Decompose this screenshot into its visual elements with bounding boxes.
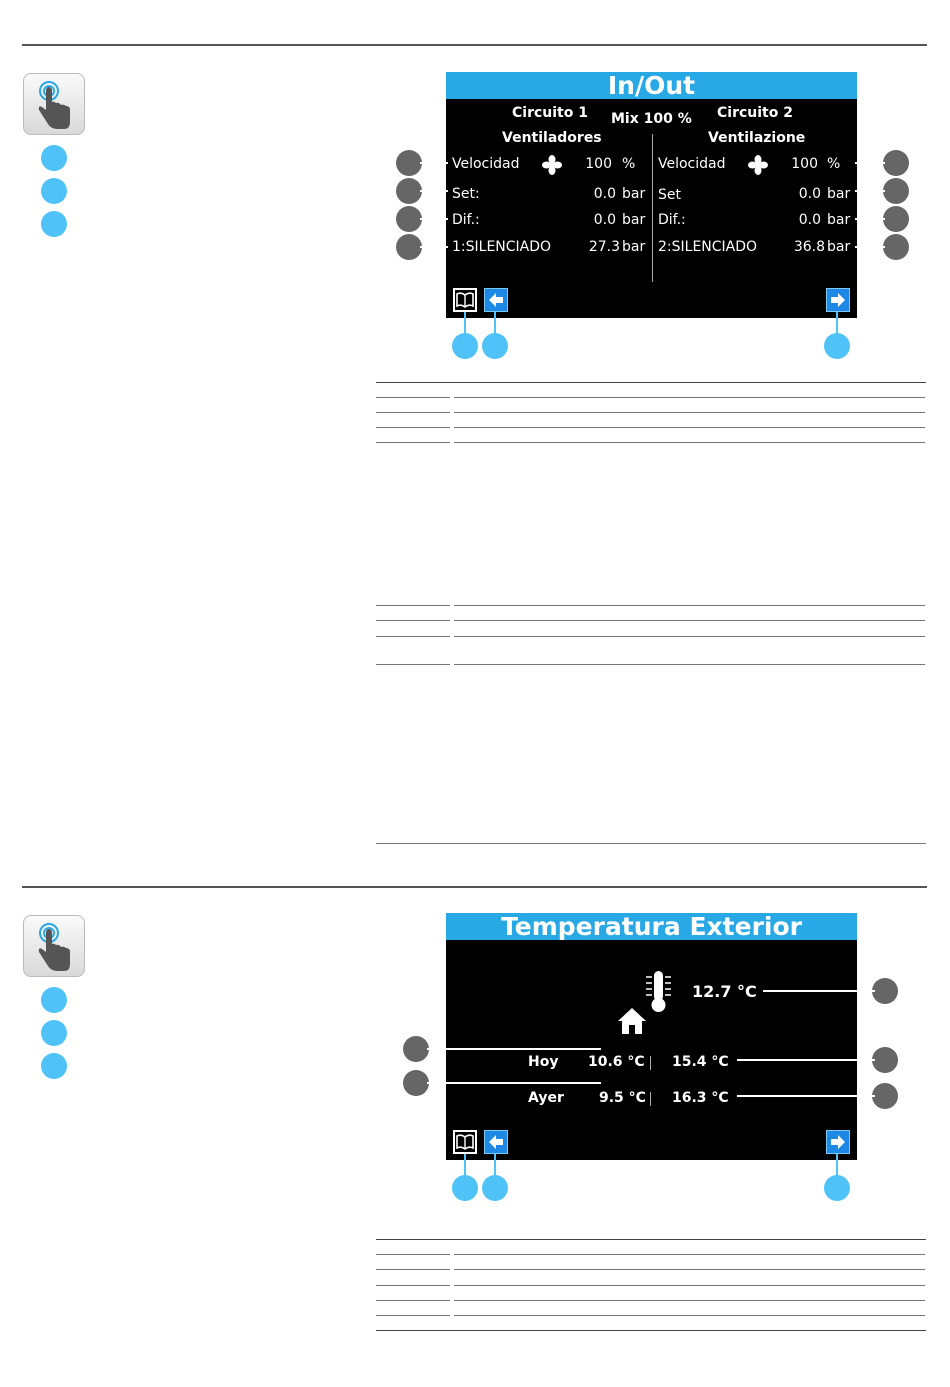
callout-marker [482,333,508,359]
manual-book-button[interactable] [453,1130,477,1154]
callout-line [855,246,885,248]
callout-marker [883,150,909,176]
manual-book-icon [455,1132,475,1152]
table-rule [376,664,450,665]
table-rule [376,1269,450,1270]
table-rule [376,382,926,383]
callout-marker [883,206,909,232]
table-rule [454,664,925,665]
callout-marker [452,1175,478,1201]
table-rule [454,1254,925,1255]
inout-screen [446,72,857,318]
callout-line [737,1095,875,1097]
table-rule [454,412,925,413]
callout-marker [452,333,478,359]
back-button[interactable] [484,1130,508,1154]
callout-line [737,1059,875,1061]
callout-marker [403,1070,429,1096]
callout-marker [41,1053,67,1079]
screen-title: Temperatura Exterior [446,913,857,940]
table-rule [454,427,925,428]
table-rule [376,427,450,428]
table-rule [376,1330,926,1331]
table-rule [376,1315,450,1316]
callout-marker [403,1036,429,1062]
left-set-value: 0.0 [593,186,616,202]
screen-title: In/Out [446,72,857,99]
table-rule [454,397,925,398]
section-divider [22,886,927,888]
right-dif-value: 0.0 [798,212,821,228]
callout-line [427,1082,601,1084]
yesterday-max: 16.3 °C [672,1090,729,1106]
mix-label: Mix 100 % [611,111,692,127]
callout-line [855,162,885,164]
circuit1-label: Circuito 1 [512,105,588,121]
callout-marker [41,211,67,237]
left-set-label: Set: [452,186,480,202]
right-set-value: 0.0 [798,186,821,202]
table-rule [454,1315,925,1316]
callout-marker [396,178,422,204]
yesterday-label: Ayer [528,1090,564,1106]
touch-hand-icon [23,915,85,977]
left-mode-value: 27.3 [588,239,620,255]
right-dif-unit: bar [827,212,851,228]
table-rule [376,1239,926,1240]
next-button[interactable] [826,1130,850,1154]
right-set-unit: bar [827,186,851,202]
right-dif-label: Dif.: [658,212,686,228]
left-speed-value: 100 [585,156,612,172]
today-max: 15.4 °C [672,1054,729,1070]
left-speed-label: Velocidad [452,156,520,172]
table-rule [376,1300,450,1301]
table-rule [454,605,925,606]
callout-line [420,190,448,192]
right-speed-unit: % [827,156,841,172]
callout-marker [41,1020,67,1046]
fan-icon [748,155,768,175]
today-min: 10.6 °C [588,1054,645,1070]
right-mode-value: 36.8 [793,239,825,255]
back-button[interactable] [484,288,508,312]
arrow-left-icon [485,289,507,311]
table-rule [454,636,925,637]
table-rule [376,442,450,443]
arrow-right-icon [827,1131,849,1153]
column-divider [652,134,653,282]
callout-marker [482,1175,508,1201]
arrow-right-icon [827,289,849,311]
circuit2-label: Circuito 2 [717,105,793,121]
callout-line [420,162,448,164]
callout-marker [396,234,422,260]
callout-line [855,190,885,192]
subtitle-right: Ventilazione [708,130,806,146]
fan-icon [542,155,562,175]
callout-line [420,246,448,248]
table-rule [376,843,926,844]
left-dif-label: Dif.: [452,212,480,228]
table-rule [376,620,450,621]
right-mode-label: 2:SILENCIADO [658,239,758,255]
manual-book-icon [455,290,475,310]
callout-marker [872,1083,898,1109]
table-rule [454,620,925,621]
separator [650,1056,651,1070]
left-dif-unit: bar [622,212,646,228]
subtitle-left: Ventiladores [502,130,602,146]
callout-marker [824,333,850,359]
right-speed-value: 100 [791,156,818,172]
left-mode-unit: bar [622,239,646,255]
callout-marker [41,987,67,1013]
touch-hand-icon [23,73,85,135]
left-dif-value: 0.0 [593,212,616,228]
table-rule [376,412,450,413]
yesterday-min: 9.5 °C [599,1090,646,1106]
arrow-left-icon [485,1131,507,1153]
table-rule [376,1254,450,1255]
table-rule [376,397,450,398]
callout-marker [41,178,67,204]
callout-line [855,218,885,220]
next-button[interactable] [826,288,850,312]
manual-book-button[interactable] [453,288,477,312]
right-speed-label: Velocidad [658,156,726,172]
callout-marker [41,145,67,171]
right-set-label: Set [658,187,681,203]
table-rule [376,636,450,637]
left-mode-label: 1:SILENCIADO [452,239,552,255]
house-icon [616,1005,648,1037]
left-speed-unit: % [622,156,636,172]
table-rule [376,1285,450,1286]
temperature-screen [446,913,857,1160]
right-mode-unit: bar [827,239,851,255]
callout-marker [824,1175,850,1201]
table-rule [454,442,925,443]
callout-marker [396,150,422,176]
table-rule [454,1300,925,1301]
callout-line [427,1048,601,1050]
callout-line [763,990,875,992]
table-rule [454,1269,925,1270]
section-divider [22,44,927,46]
table-rule [376,605,450,606]
callout-marker [396,206,422,232]
current-temperature: 12.7 °C [692,982,757,1001]
callout-line [420,218,448,220]
separator [650,1092,651,1106]
today-label: Hoy [528,1054,559,1070]
callout-marker [872,1047,898,1073]
callout-marker [872,978,898,1004]
callout-marker [883,234,909,260]
left-set-unit: bar [622,186,646,202]
callout-marker [883,178,909,204]
table-rule [454,1285,925,1286]
